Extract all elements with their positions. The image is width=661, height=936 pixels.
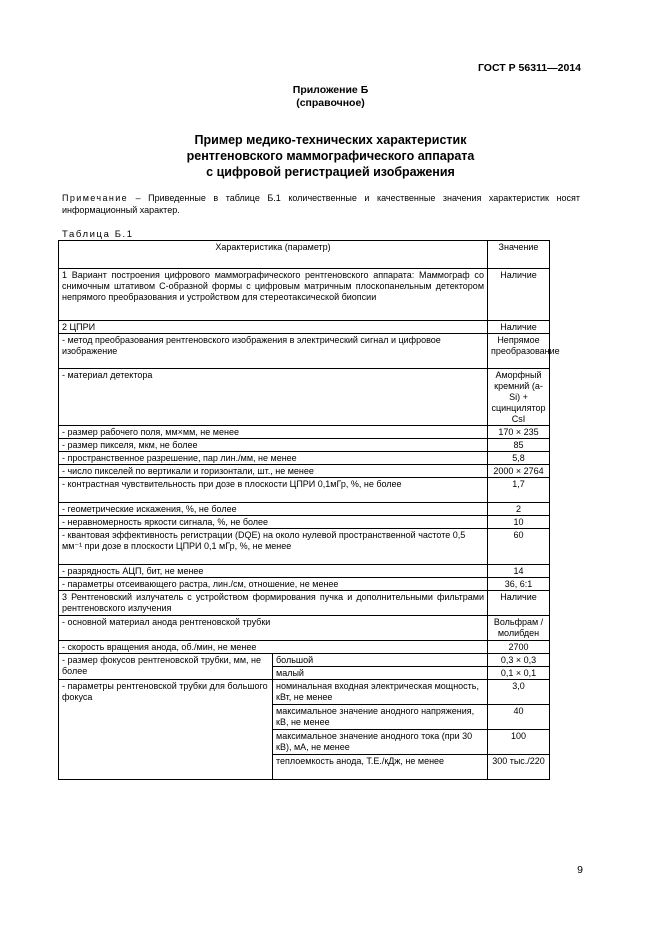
value-cell: 170 × 235	[488, 426, 550, 439]
header-param: Характеристика (параметр)	[59, 241, 488, 269]
appendix-label: Приложение Б	[292, 84, 369, 96]
table-row	[59, 269, 550, 321]
sub-param-cell: номинальная входная электрическая мощность, кВт, не менее	[273, 680, 488, 705]
table-row	[59, 465, 550, 478]
param-cell: - неравномерность яркости сигнала, %, не более	[59, 516, 488, 529]
param-cell: - параметры отсеивающего растра, лин./см, отношение, не менее	[59, 578, 488, 591]
table-row	[59, 641, 550, 654]
value-cell: Непрямое преобразование	[488, 334, 550, 369]
table-caption: Таблица Б.1	[62, 229, 134, 240]
table-row	[59, 321, 550, 334]
note-paragraph	[62, 192, 580, 216]
value-cell: 0,1 × 0,1	[488, 667, 550, 680]
value-cell: 0,3 × 0,3	[488, 654, 550, 667]
param-cell: - параметры рентгеновской трубки для большого фокуса	[59, 680, 273, 780]
param-cell: 3 Рентгеновский излучатель с устройством формирования пучка и дополнительными фильтрами рентгеновского излучения	[59, 591, 488, 616]
value-cell: 2	[488, 503, 550, 516]
value-cell: 40	[488, 705, 550, 730]
value-cell: 85	[488, 439, 550, 452]
table-row	[59, 578, 550, 591]
sub-param-cell: максимальное значение анодного напряжения, кВ, не менее	[273, 705, 488, 730]
param-cell: - размер фокусов рентгеновской трубки, мм, не более	[59, 654, 273, 680]
table-row	[59, 565, 550, 578]
value-cell: 2000 × 2764	[488, 465, 550, 478]
param-cell: 1 Вариант построения цифрового маммографического рентгеновского аппарата: Маммограф со снимочным штативом С-образной формы с цифровым матричным плоскопанельным детектором непрямого преобразования и устройством для стереотаксической биопсии	[59, 269, 488, 321]
table-row	[59, 529, 550, 565]
page-number: 9	[577, 864, 583, 876]
title-line-3: с цифровой регистрацией изображения	[206, 165, 455, 179]
table-row	[59, 516, 550, 529]
param-cell: 2 ЦПРИ	[59, 321, 488, 334]
param-cell: - квантовая эффективность регистрации (DQE) на около нулевой пространственной частоте 0,5 мм⁻¹ при дозе в плоскости ЦПРИ 0,1 мГр, %, не менее	[59, 529, 488, 565]
value-cell: 5,8	[488, 452, 550, 465]
table-header-row	[59, 241, 550, 269]
value-cell: 36, 6:1	[488, 578, 550, 591]
param-cell: - материал детектора	[59, 369, 488, 426]
param-cell: - размер рабочего поля, мм×мм, не менее	[59, 426, 488, 439]
sub-param-cell: большой	[273, 654, 488, 667]
param-cell: - контрастная чувствительность при дозе в плоскости ЦПРИ 0,1мГр, %, не более	[59, 478, 488, 503]
table-row	[59, 616, 550, 641]
table-row	[59, 503, 550, 516]
value-cell: 10	[488, 516, 550, 529]
value-cell: Наличие	[488, 591, 550, 616]
table-row	[59, 369, 550, 426]
value-cell: Наличие	[488, 269, 550, 321]
param-cell: - размер пикселя, мкм, не более	[59, 439, 488, 452]
value-cell: 3,0	[488, 680, 550, 705]
param-cell: - метод преобразования рентгеновского изображения в электрический сигнал и цифровое изображение	[59, 334, 488, 369]
value-cell: 60	[488, 529, 550, 565]
title-line-2: рентгеновского маммографического аппарата	[186, 149, 475, 163]
value-cell: 14	[488, 565, 550, 578]
param-cell: - разрядность АЦП, бит, не менее	[59, 565, 488, 578]
standard-number: ГОСТ Р 56311—2014	[477, 62, 581, 74]
value-cell: 300 тыс./220	[488, 755, 550, 780]
table-row	[59, 591, 550, 616]
param-cell: - число пикселей по вертикали и горизонтали, шт., не менее	[59, 465, 488, 478]
appendix-heading	[0, 84, 661, 110]
param-cell: - скорость вращения анода, об./мин, не менее	[59, 641, 488, 654]
table-row	[59, 478, 550, 503]
appendix-type: (справочное)	[296, 97, 365, 109]
table-row	[59, 654, 550, 667]
sub-param-cell: максимальное значение анодного тока (при 30 кВ), мА, не менее	[273, 730, 488, 755]
value-cell: Аморфный кремний (a-Si) + сцинцилятор CsI	[488, 369, 550, 426]
sub-param-cell: теплоемкость анода, Т.Е./кДж, не менее	[273, 755, 488, 780]
characteristics-table	[58, 240, 560, 780]
value-cell: 1,7	[488, 478, 550, 503]
note-text: – Приведенные в таблице Б.1 количественные и качественные значения характеристик носят информационный характер.	[62, 193, 580, 215]
value-cell: Наличие	[488, 321, 550, 334]
param-cell: - геометрические искажения, %, не более	[59, 503, 488, 516]
sub-param-cell: малый	[273, 667, 488, 680]
param-cell: - пространственное разрешение, пар лин./мм, не менее	[59, 452, 488, 465]
table-row	[59, 439, 550, 452]
table-row	[59, 680, 550, 705]
table-row	[59, 334, 550, 369]
value-cell: 100	[488, 730, 550, 755]
document-title	[0, 132, 661, 180]
value-cell: 2700	[488, 641, 550, 654]
note-lead: Примечание	[62, 193, 129, 203]
table-row	[59, 452, 550, 465]
table-row	[59, 426, 550, 439]
header-value: Значение	[488, 241, 550, 269]
title-line-1: Пример медико-технических характеристик	[194, 133, 467, 147]
param-cell: - основной материал анода рентгеновской трубки	[59, 616, 488, 641]
value-cell: Вольфрам / молибден	[488, 616, 550, 641]
